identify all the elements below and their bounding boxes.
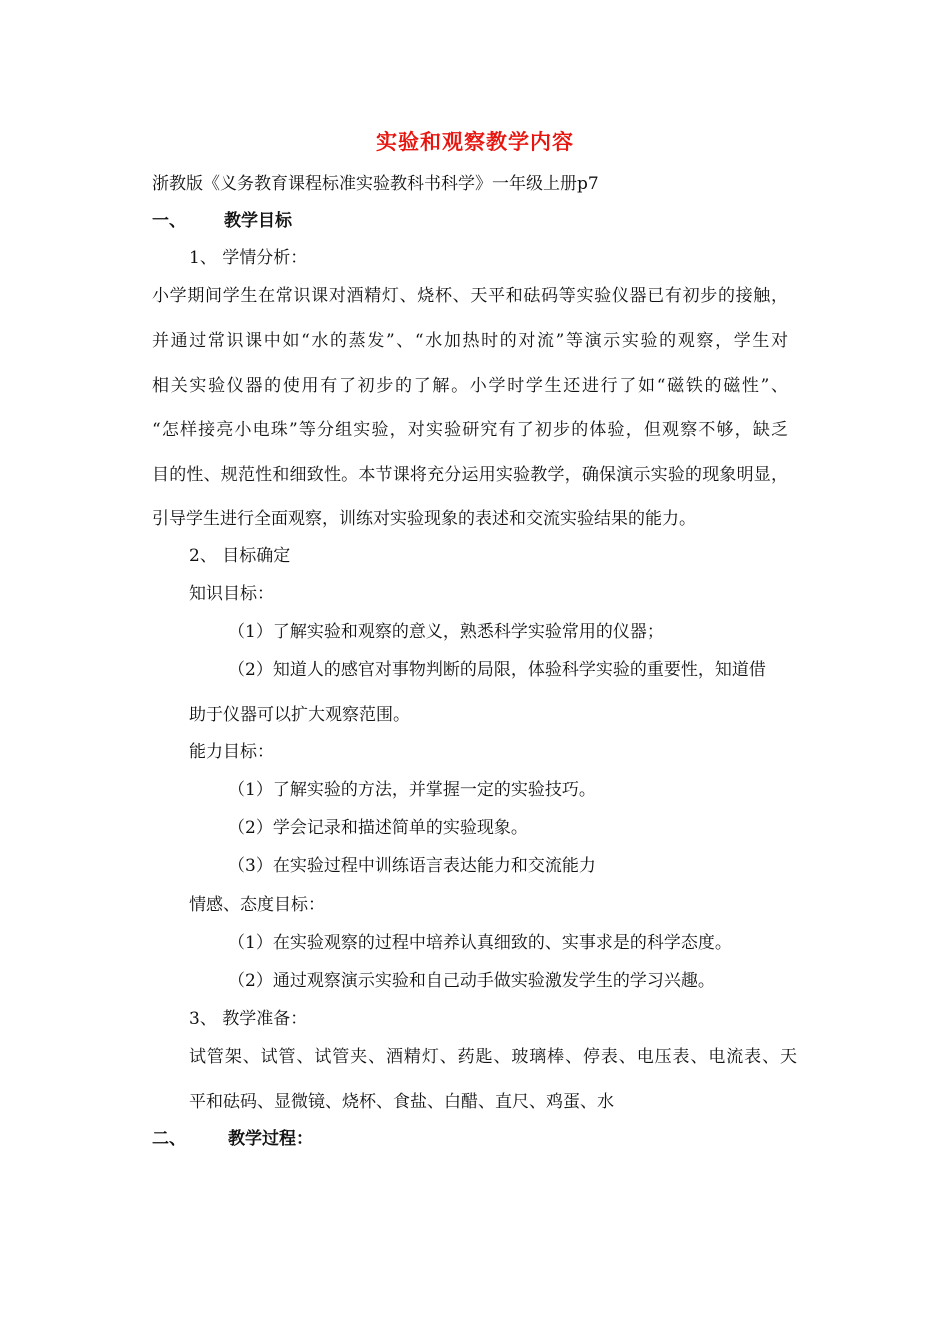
subtitle: 浙教版《义务教育课程标准实验教科书科学》一年级上册p7 (152, 174, 599, 194)
knowledge-goal-continuation: 助于仪器可以扩大观察范围。 (189, 705, 410, 725)
emotion-goal-item: （1）在实验观察的过程中培养认真细致的、实事求是的科学态度。 (228, 933, 732, 953)
paragraph-line: 小学期间学生在常识课对酒精灯、烧杯、天平和砝码等实验仪器已有初步的接触， (152, 286, 788, 306)
knowledge-goals-label: 知识目标： (189, 584, 274, 604)
paragraph-line: “怎样接亮小电珠”等分组实验，对实验研究有了初步的体验，但观察不够，缺乏 (152, 420, 788, 440)
knowledge-goal-item: （1）了解实验和观察的意义，熟悉科学实验常用的仪器； (228, 622, 664, 642)
paragraph-line: 引导学生进行全面观察，训练对实验现象的表述和交流实验结果的能力。 (152, 509, 696, 529)
paragraph-line: 并通过常识课中如“水的蒸发”、“水加热时的对流”等演示实验的观察，学生对 (152, 331, 788, 351)
ability-goals-label: 能力目标： (189, 742, 274, 762)
section2-number: 二、 (152, 1129, 186, 1149)
section1-heading: 教学目标 (224, 211, 292, 231)
ability-goal-item: （2）学会记录和描述简单的实验现象。 (228, 818, 528, 838)
document-title: 实验和观察教学内容 (376, 129, 574, 154)
section1-number: 一、 (152, 211, 186, 231)
item3-heading: 3、 教学准备： (189, 1009, 308, 1029)
knowledge-goal-item: （2）知道人的感官对事物判断的局限，体验科学实验的重要性，知道借 (228, 660, 766, 680)
item1-heading: 1、 学情分析： (189, 248, 308, 268)
section2-heading: 教学过程： (228, 1129, 313, 1149)
ability-goal-item: （1）了解实验的方法，并掌握一定的实验技巧。 (228, 780, 596, 800)
item2-heading: 2、 目标确定 (189, 546, 291, 566)
emotion-goal-item: （2）通过观察演示实验和自己动手做实验激发学生的学习兴趣。 (228, 971, 715, 991)
paragraph-line: 目的性、规范性和细致性。本节课将充分运用实验教学，确保演示实验的现象明显， (152, 465, 788, 485)
paragraph-line: 相关实验仪器的使用有了初步的了解。小学时学生还进行了如“磁铁的磁性”、 (152, 376, 788, 396)
emotion-goals-label: 情感、态度目标： (189, 895, 325, 915)
ability-goal-item: （3）在实验过程中训练语言表达能力和交流能力 (228, 856, 596, 876)
materials-line: 平和砝码、显微镜、烧杯、食盐、白醋、直尺、鸡蛋、水 (189, 1092, 614, 1112)
materials-line: 试管架、试管、试管夹、酒精灯、药匙、玻璃棒、停表、电压表、电流表、天 (189, 1047, 797, 1067)
